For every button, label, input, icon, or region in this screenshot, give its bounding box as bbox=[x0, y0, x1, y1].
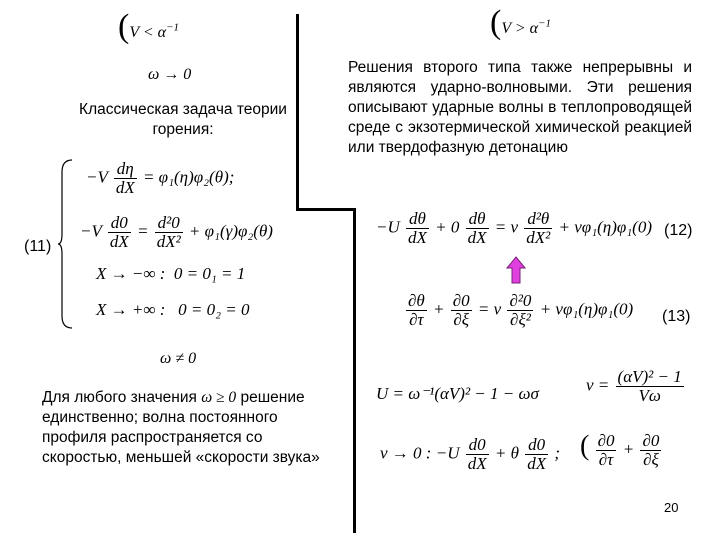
system-eq2: −V $\frac{d0}{dX}$ = $\frac{\text{d²0}}{\text{dX²}}$ + φ₁(γ)φ₂(θ) bbox=[80, 213, 273, 251]
equation-limit: ν → 0 : −U $\frac{d0}{dX}$ + θ $\frac{d0}{dX}$ ; bbox=[380, 435, 560, 473]
equation-limit-pde: ( $\frac{\partial 0}{\partial\tau}$ + $\frac{\partial 0}{\partial\xi}$ bbox=[580, 430, 660, 469]
right-paragraph: Решения второго типа также непрерывны и являются ударно-волновыми. Эти решения описывают ударные волны в теплопроводящей среде с экзотермической химической реакцией или твердофазную детонацию bbox=[348, 59, 692, 156]
equation-13-label: (13) bbox=[662, 308, 691, 325]
boundary-condition-2: X → +∞ : 0 = 0₂ = 0 bbox=[96, 300, 250, 319]
equation-nu: ν = $\frac{\text{(αV)² − 1}}{V\omega}$ bbox=[586, 367, 682, 405]
equation-u: U = ω⁻¹(αV)² − 1 − ωσ bbox=[376, 384, 539, 403]
omega-to-zero: ω → 0 bbox=[148, 66, 192, 83]
bottom-left-text: Для любого значения ω ≥ 0 решение единственно; волна постоянного профиля распространяется со скоростью, меньшей «скорости звука» bbox=[42, 389, 320, 466]
up-arrow-icon bbox=[506, 256, 526, 289]
equation-13: $\frac{\partial\theta}{\partial\tau}$ + $\frac{\partial 0}{\partial\xi}$ = ν $\frac{\text{∂²0}}{\text{∂ξ²}}$ + νφ₁(η)φ₁(0) bbox=[408, 291, 634, 329]
omega-not-zero: ω ≠ 0 bbox=[160, 350, 197, 367]
vertical-divider-upper bbox=[296, 14, 299, 210]
equation-12: −U $\frac{d\theta}{dX}$ + 0 $\frac{d\theta}{dX}$ = ν $\frac{\text{d²θ}}{\text{dX²}}$ + νφ₁(η)φ₁(0) bbox=[376, 209, 653, 247]
left-top-condition: ($V < \alpha^{-1}$ bbox=[118, 8, 179, 45]
vertical-divider-lower bbox=[353, 208, 356, 533]
equation-12-label: (12) bbox=[664, 222, 693, 239]
boundary-condition-1: X → −∞ : 0 = 0₁ = 1 bbox=[96, 264, 246, 283]
system-label: (11) bbox=[24, 238, 52, 255]
system-brace bbox=[58, 158, 74, 330]
page-number: 20 bbox=[664, 500, 679, 515]
omega-condition: ω ≥ 0 bbox=[201, 389, 237, 406]
right-top-condition: ($V > \alpha^{-1}$ bbox=[490, 4, 551, 41]
classic-problem-title: Классическая задача теории горения: bbox=[79, 101, 287, 138]
horizontal-divider bbox=[296, 208, 356, 211]
system-eq1: −V $\frac{d\eta}{dX}$ = φ₁(η)φ₂(θ); bbox=[86, 159, 235, 197]
